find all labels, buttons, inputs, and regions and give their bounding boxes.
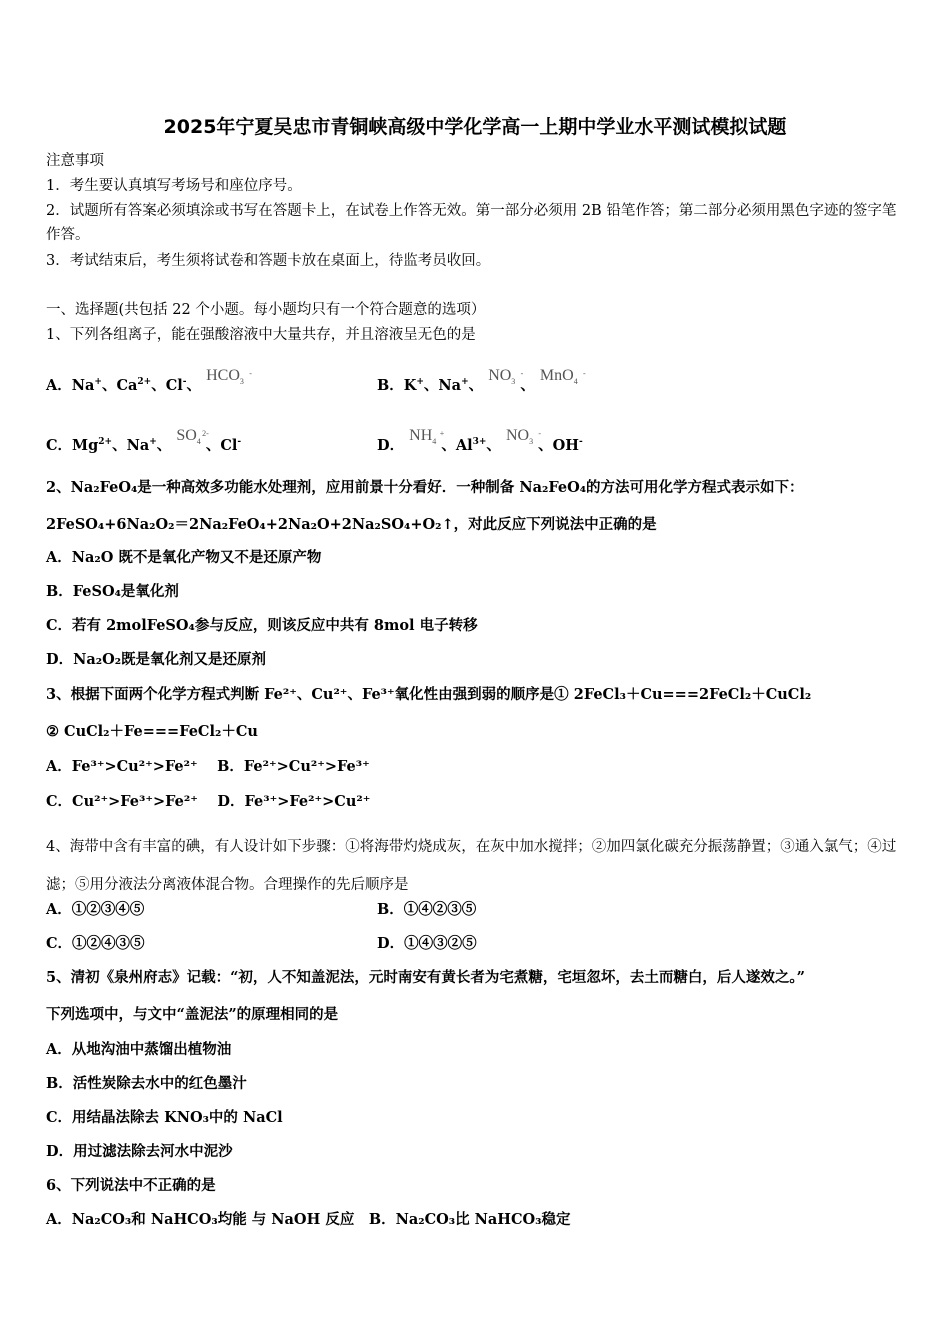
q1-option-a: A．Na+、$Ca^{2+}$、Cl-、 $HCO_3$ -: [46, 367, 252, 394]
section-heading: 一、选择题(共包括 22 个小题。每小题均只有一个符合题意的选项）: [46, 302, 486, 318]
q1-option-b: B．K+、Na+、 $NO_3$ - 、 MnO$_4$ -: [377, 367, 586, 394]
q2-option-a: A．Na₂O 既不是氧化产物又不是还原产物: [46, 549, 322, 566]
q2-option-b: B．FeSO₄是氧化剂: [46, 583, 179, 600]
hco3-ion: $HCO_3$ -: [206, 367, 252, 386]
q4-option-d: D．①④③②⑤: [377, 935, 477, 952]
mno4-ion: MnO$_4$ -: [539, 367, 586, 386]
q4-option-b: B．①④②③⑤: [377, 901, 477, 918]
so4-ion: $SO_4$ 2-: [176, 427, 209, 446]
q6-stem: 6、下列说法中不正确的是: [46, 1177, 216, 1194]
q3-stem: 3、根据下面两个化学方程式判断 Fe²⁺、Cu²⁺、Fe³⁺氧化性由强到弱的顺序是① 2FeCl₃＋Cu===2FeCl₂＋CuCl₂: [46, 686, 812, 703]
q5-option-a: A．从地沟油中蒸馏出植物油: [46, 1041, 232, 1058]
q5-option-d: D．用过滤法除去河水中泥沙: [46, 1143, 233, 1160]
q5-stem-2: 下列选项中，与文中“盖泥法”的原理相同的是: [46, 1006, 339, 1023]
q3-options-row-2: C．Cu²⁺>Fe³⁺>Fe²⁺ D．Fe³⁺>Fe²⁺>Cu²⁺: [46, 793, 371, 810]
q5-option-b: B．活性炭除去水中的红色墨汁: [46, 1075, 247, 1092]
page-title: 2025年宁夏吴忠市青铜峡高级中学化学高一上期中学业水平测试模拟试题: [163, 116, 787, 138]
notice-heading: 注意事项: [46, 153, 104, 169]
q5-stem: 5、清初《泉州府志》记载：“初，人不知盖泥法，元时南安有黄长者为宅煮糖，宅垣忽坏，去土而糖白，后人遂效之。”: [46, 969, 806, 986]
q1-option-d: D． $NH_4$ + 、$Al^{3+}$、 $NO_3$ - 、OH-: [377, 427, 583, 454]
q3-options-row-1: A．Fe³⁺>Cu²⁺>Fe²⁺ B．Fe²⁺>Cu²⁺>Fe³⁺: [46, 758, 370, 775]
no3-ion: $NO_3$ -: [488, 367, 524, 386]
q5-option-c: C．用结晶法除去 KNO₃中的 NaCl: [46, 1109, 283, 1126]
notice-item-3: 3．考试结束后，考生须将试卷和答题卡放在桌面上，待监考员收回。: [46, 253, 491, 269]
q1-option-c: C．$Mg^{2+}$、Na+、 $SO_4$ 2- 、Cl-: [46, 427, 242, 454]
q6-options-row-1: A．Na₂CO₃和 NaHCO₃均能 与 NaOH 反应 B．Na₂CO₃比 NaHCO₃稳定: [46, 1211, 571, 1228]
q2-option-d: D．Na₂O₂既是氧化剂又是还原剂: [46, 651, 267, 668]
q4-option-a: A．①②③④⑤: [46, 901, 145, 918]
q2-equation: 2FeSO₄+6Na₂O₂＝2Na₂FeO₄+2Na₂O+2Na₂SO₄+O₂↑，对此反应下列说法中正确的是: [46, 516, 657, 533]
notice-item-1: 1．考生要认真填写考场号和座位序号。: [46, 178, 302, 194]
nh4-ion: $NH_4$ +: [409, 427, 445, 446]
q3-equation-2: ② CuCl₂＋Fe===FeCl₂＋Cu: [46, 723, 258, 740]
notice-item-2: 2．试题所有答案必须填涂或书写在答题卡上，在试卷上作答无效。第一部分必须用 2B 铅笔作答；第二部分必须用黑色字迹的签字笔作答。: [46, 203, 897, 243]
q4-option-c: C．①②④③⑤: [46, 935, 145, 952]
q2-stem: 2、Na₂FeO₄是一种高效多功能水处理剂，应用前景十分看好．一种制备 Na₂FeO₄的方法可用化学方程式表示如下：: [46, 479, 804, 496]
no3-ion-2: $NO_3$ -: [505, 427, 542, 446]
q1-stem: 1、下列各组离子，能在强酸溶液中大量共存，并且溶液呈无色的是: [46, 327, 476, 343]
q4-stem: 4、海带中含有丰富的碘，有人设计如下步骤：①将海带灼烧成灰，在灰中加水搅拌；②加四氯化碳充分振荡静置；③通入氯气；④过滤；⑤用分液法分离液体混合物。合理操作的先后顺序是: [46, 839, 897, 893]
q2-option-c: C．若有 2molFeSO₄参与反应，则该反应中共有 8mol 电子转移: [46, 617, 478, 634]
